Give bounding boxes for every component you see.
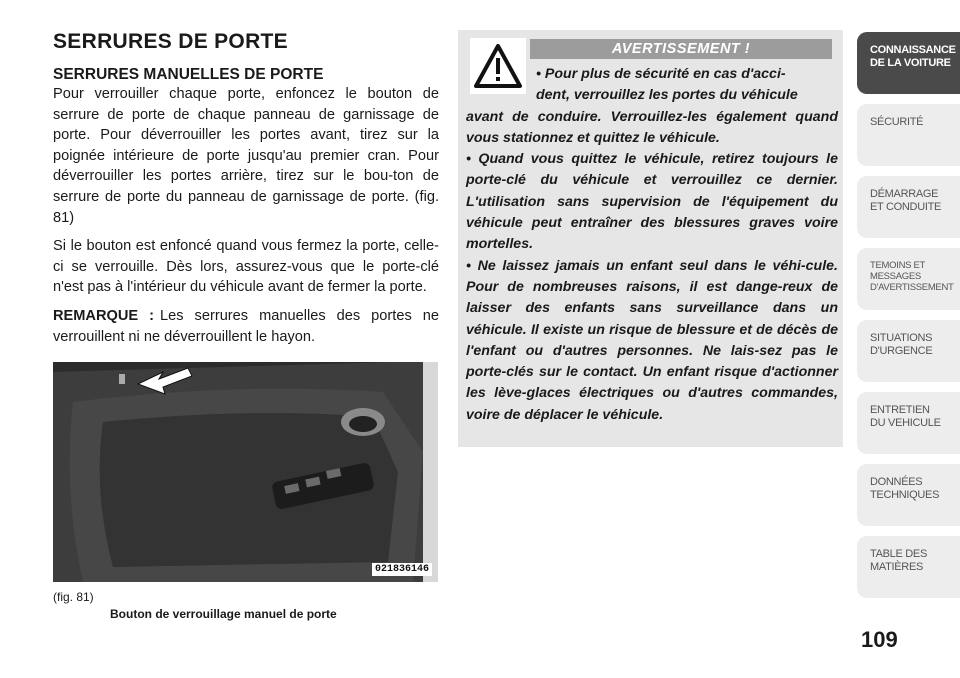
tab-securite[interactable] [857, 104, 960, 166]
paragraph-1: Pour verrouiller chaque porte, enfoncez le bouton de serrure de porte de chaque panneau de garnissage de porte. Pour déverrouiller les portes avant, tirez sur la poignée intérieure de porte jusqu'au premier cran. Pour déverrouiller les portes arrière, tirez sur le bou-ton de serrure de porte du panneau de garnissage de porte. (fig. 81) [53, 86, 439, 226]
tab-label-line: D'AVERTISSEMENT [870, 282, 954, 293]
tab-label-line: DE LA VOITURE [870, 57, 951, 69]
tab-temoins[interactable] [857, 248, 960, 310]
subsection-title: SERRURES MANUELLES DE PORTE [53, 66, 324, 83]
tab-label-line: ET CONDUITE [870, 201, 942, 213]
tab-label-line: MATIÈRES [870, 561, 924, 573]
warning-bullet-1-rest: avant de conduire. Verrouillez-les également quand vous stationnez et quittez le véhicule. [466, 108, 838, 146]
warning-text [466, 64, 838, 426]
tab-connaissance[interactable] [857, 32, 960, 94]
tab-label-line: D'URGENCE [870, 345, 933, 357]
tab-label-line: CONNAISSANCE [870, 44, 956, 56]
remarque-note [53, 306, 439, 347]
paragraph-2: Si le bouton est enfoncé quand vous fermez la porte, celle-ci se verrouille. Dès lors, assurez-vous que le porte-clé n'est pas à l'intérieur du véhicule avant de fermer la porte. [53, 238, 439, 296]
tab-label-line: ENTRETIEN [870, 404, 930, 416]
tab-label-line: DÉMARRAGE [870, 188, 939, 200]
page-number: 109 [861, 627, 898, 652]
warning-bullet-1-line2: dent, verrouillez les portes du véhicule [536, 87, 798, 104]
remarque-label: REMARQUE : [53, 307, 155, 324]
figure-label: (fig. 81) [53, 590, 94, 604]
tab-donnees[interactable] [857, 464, 960, 526]
tab-label-line: SITUATIONS [870, 332, 933, 344]
figure-code: 021836146 [372, 563, 432, 576]
section-title: SERRURES DE PORTE [53, 30, 288, 53]
tab-entretien[interactable] [857, 392, 960, 454]
tab-demarrage[interactable] [857, 176, 960, 238]
tab-table-des-matieres[interactable] [857, 536, 960, 598]
figure-caption: Bouton de verrouillage manuel de porte [110, 607, 337, 621]
tab-label-line: TABLE DES [870, 548, 928, 560]
tab-label-line: DU VEHICULE [870, 417, 941, 429]
door-panel-figure [53, 362, 438, 582]
tab-label-line: TECHNIQUES [870, 489, 940, 501]
warning-bullet-1-line1: • Pour plus de sécurité en cas d'acci- [536, 66, 786, 82]
tab-label-line: DONNÉES [870, 476, 923, 488]
door-panel-illustration [53, 362, 438, 582]
tab-label-line: TEMOINS ET [870, 260, 926, 271]
left-column [53, 30, 439, 355]
tab-label-line: MESSAGES [870, 271, 921, 282]
remarque-text: Les serrures manuelles des portes ne verrouillent ni ne déverrouillent le hayon. [53, 307, 439, 345]
chapter-tabs [857, 32, 960, 608]
warning-bullet-3: • Ne laissez jamais un enfant seul dans le véhi-cule. Pour de nombreuses raisons, il est dange-reux de laisser des enfants sans surveillance dans un véhicule. Il existe un risque de blessure et de décès de l'enfant ou d'autres personnes. Ne lais-sez pas le porte-clés sur le contact. Un enfant risque d'actionner les lève-glaces électriques ou d'autres commandes, voire de déplacer le véhicule. [466, 257, 838, 423]
tab-situations[interactable] [857, 320, 960, 382]
warning-bullet-2: • Quand vous quittez le véhicule, retirez toujours le porte-clé du véhicule et verrouillez ce dernier. L'utilisation sans supervision de l'équipement du véhicule peut entraîner des blessures graves voire mortelles. [466, 151, 838, 253]
tab-label-line: SÉCURITÉ [870, 116, 924, 128]
warning-heading: AVERTISSEMENT ! [530, 39, 832, 59]
